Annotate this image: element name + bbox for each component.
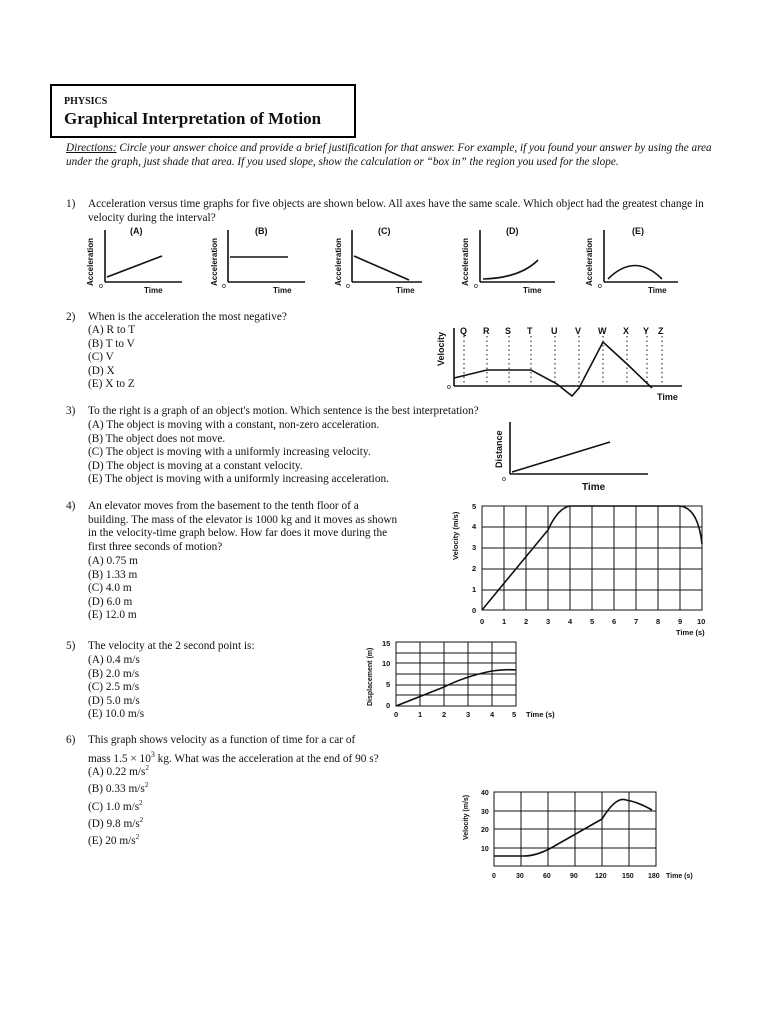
graph-c-ylabel: Acceleration <box>334 237 343 286</box>
q4-text-line-2: building. The mass of the elevator is 1000 kg and it moves as shown <box>88 513 398 526</box>
q4-option-e[interactable]: (E) 12.0 m <box>88 609 137 622</box>
point-q: Q <box>460 326 468 336</box>
q5-option-b[interactable]: (B) 2.0 m/s <box>88 667 140 680</box>
q4-option-a[interactable]: (A) 0.75 m <box>88 555 138 567</box>
directions-text: Circle your answer choice and provide a brief justification for that answer. For example, if you found your answer by using the area under the graph, just shade that area. If you used slope, show the calculation or “box in” the region you used for the slope. <box>66 142 712 168</box>
q6-xtick-150: 150 <box>622 873 634 880</box>
q4-text-line-1: An elevator moves from the basement to the tenth floor of a <box>88 500 359 512</box>
graph-b-ylabel: Acceleration <box>210 237 219 286</box>
point-r: R <box>483 326 490 336</box>
q4-text-line-3: in the velocity-time graph below. How far does it move during the <box>88 527 388 540</box>
graph-d-label: (D) <box>506 226 519 236</box>
q6-option-c-text: (C) 1.0 m/s <box>88 800 140 813</box>
q3-origin: o <box>502 476 506 483</box>
q4-option-d[interactable]: (D) 6.0 m <box>88 595 133 608</box>
graph-b-xlabel: Time <box>273 286 292 295</box>
q6-xlabel: Time (s) <box>666 873 693 880</box>
graph-b <box>210 226 305 295</box>
q5-ytick-2: 10 <box>382 659 391 668</box>
question-2-velocity-graph <box>432 322 692 406</box>
point-u: U <box>551 326 558 336</box>
question-2-text: When is the acceleration the most negative? <box>88 311 287 323</box>
question-5-displacement-graph <box>360 636 570 722</box>
q6-text-line-1: This graph shows velocity as a function of time for a car of <box>88 734 356 746</box>
question-2-number: 2) <box>66 311 76 323</box>
graph-e-label: (E) <box>632 226 644 236</box>
point-y: Y <box>643 326 650 336</box>
q5-xtick-4: 4 <box>490 710 495 719</box>
q4-xlabel: Time (s) <box>676 628 705 637</box>
q4-ytick-0: 0 <box>472 606 477 615</box>
graph-d <box>461 226 555 295</box>
graph-c-origin: o <box>346 283 350 290</box>
q5-ytick-1: 5 <box>386 680 391 689</box>
q6-option-e-text: (E) 20 m/s <box>88 835 136 848</box>
q4-option-c[interactable]: (C) 4.0 m <box>88 582 132 595</box>
q5-option-a[interactable]: (A) 0.4 m/s <box>88 654 140 666</box>
question-5-text: The velocity at the 2 second point is: <box>88 640 255 652</box>
q6-option-e[interactable] <box>88 831 149 848</box>
q4-xtick-9: 9 <box>678 617 683 626</box>
q6-ylabel: Velocity (m/s) <box>463 794 470 840</box>
q3-option-a[interactable]: (A) The object is moving with a constant, non-zero acceleration. <box>88 419 380 431</box>
graph-c-xlabel: Time <box>396 286 415 295</box>
q5-ytick-3: 15 <box>382 639 391 648</box>
point-s: S <box>505 326 512 336</box>
q4-option-b[interactable]: (B) 1.33 m <box>88 568 138 581</box>
q6-option-e-sup: 2 <box>135 833 140 842</box>
q2-origin: o <box>447 384 451 391</box>
graph-a-ylabel: Acceleration <box>86 237 95 286</box>
directions-lead: Directions: <box>66 142 117 154</box>
q2-option-e[interactable]: (E) X to Z <box>88 378 135 391</box>
q6-option-c[interactable] <box>88 797 149 814</box>
q6-ytick-30: 30 <box>481 809 489 816</box>
q5-xtick-3: 3 <box>466 710 471 719</box>
question-4-text <box>88 500 448 554</box>
q6-option-a[interactable] <box>88 762 149 779</box>
q6-option-d-text: (D) 9.8 m/s <box>88 817 140 830</box>
q3-option-c[interactable]: (C) The object is moving with a uniformly increasing velocity. <box>88 446 371 459</box>
q5-ylabel: Displacement (m) <box>367 647 374 706</box>
question-6-velocity-graph <box>456 786 716 884</box>
graph-e-xlabel: Time <box>648 286 667 295</box>
q6-option-d-sup: 2 <box>139 816 144 825</box>
graph-d-origin: o <box>474 283 478 290</box>
point-z: Z <box>658 326 664 336</box>
graph-d-xlabel: Time <box>523 286 542 295</box>
q5-ytick-0: 0 <box>386 701 391 710</box>
graph-e <box>585 226 678 295</box>
q4-xtick-2: 2 <box>524 617 529 626</box>
q5-xtick-5: 5 <box>512 710 517 719</box>
q4-ytick-3: 3 <box>472 543 477 552</box>
q4-xtick-6: 6 <box>612 617 617 626</box>
graph-a-xlabel: Time <box>144 286 163 295</box>
q6-mass-value: mass 1.5 × 10 <box>88 752 151 765</box>
question-1-text: Acceleration versus time graphs for five objects are shown below. All axes have the same scale. Which object had the greatest change in velocity during the interval? <box>88 198 704 224</box>
q6-xtick-180: 180 <box>648 873 660 880</box>
q6-option-b-text: (B) 0.33 m/s <box>88 783 145 796</box>
q6-option-c-sup: 2 <box>139 798 143 807</box>
q4-text-line-4: first three seconds of motion? <box>88 540 223 553</box>
q4-xtick-7: 7 <box>634 617 639 626</box>
q4-xtick-10: 10 <box>697 617 706 626</box>
question-6-number: 6) <box>66 734 76 746</box>
q4-ytick-5: 5 <box>472 502 477 511</box>
graph-a <box>86 226 182 295</box>
title-box <box>50 84 356 138</box>
q3-option-d[interactable]: (D) The object is moving at a constant velocity. <box>88 459 303 472</box>
graph-e-ylabel: Acceleration <box>585 237 594 286</box>
point-w: W <box>598 326 607 336</box>
q3-option-e[interactable]: (E) The object is moving with a uniformly increasing acceleration. <box>88 473 389 486</box>
question-4-options <box>88 555 138 623</box>
q4-xtick-8: 8 <box>656 617 661 626</box>
q5-option-d[interactable]: (D) 5.0 m/s <box>88 694 140 707</box>
question-1-graphs <box>80 222 700 298</box>
graph-d-ylabel: Acceleration <box>461 237 470 286</box>
q6-option-b-sup: 2 <box>144 781 149 790</box>
q2-option-a[interactable]: (A) R to T <box>88 324 136 336</box>
q6-ytick-20: 20 <box>481 827 489 834</box>
q5-option-e[interactable]: (E) 10.0 m/s <box>88 708 145 721</box>
question-3-number: 3) <box>66 405 76 417</box>
graph-b-origin: o <box>222 283 226 290</box>
q6-option-b[interactable] <box>88 779 149 796</box>
q6-xtick-30: 30 <box>516 873 524 880</box>
q4-ylabel: Velocity (m/s) <box>451 511 460 560</box>
q2-option-c[interactable]: (C) V <box>88 351 114 364</box>
q5-xlabel: Time (s) <box>526 710 555 719</box>
question-3-distance-graph <box>488 418 658 494</box>
graph-e-origin: o <box>598 283 602 290</box>
point-x: X <box>623 326 630 336</box>
q6-mass-exponent: 3 <box>150 749 155 759</box>
q4-xtick-5: 5 <box>590 617 595 626</box>
q3-option-b[interactable]: (B) The object does not move. <box>88 432 226 445</box>
point-t: T <box>527 326 533 336</box>
q6-ytick-10: 10 <box>481 846 489 853</box>
question-6-options <box>88 762 149 849</box>
q6-option-d[interactable] <box>88 814 149 831</box>
q6-ytick-40: 40 <box>481 790 489 797</box>
point-v: V <box>575 326 582 336</box>
question-4-velocity-graph <box>446 500 716 642</box>
graph-b-label: (B) <box>255 226 268 236</box>
q6-xtick-90: 90 <box>570 873 578 880</box>
question-5-number: 5) <box>66 640 76 652</box>
q5-xtick-2: 2 <box>442 710 447 719</box>
q3-ylabel: Distance <box>494 430 504 468</box>
q6-xtick-120: 120 <box>595 873 607 880</box>
q2-option-d[interactable]: (D) X <box>88 364 115 377</box>
q6-option-a-text: (A) 0.22 m/s <box>88 765 146 778</box>
q3-xlabel: Time <box>582 482 606 493</box>
question-3-options <box>88 419 389 487</box>
q5-option-c[interactable]: (C) 2.5 m/s <box>88 681 140 694</box>
q2-ylabel: Velocity <box>436 331 446 366</box>
q2-xlabel: Time <box>657 392 678 402</box>
q6-xtick-0: 0 <box>492 873 496 880</box>
graph-a-label: (A) <box>130 226 143 236</box>
graph-a-origin: o <box>99 283 103 290</box>
q5-xtick-0: 0 <box>394 710 399 719</box>
q5-xtick-1: 1 <box>418 710 423 719</box>
question-2-options <box>88 324 135 392</box>
q4-ytick-4: 4 <box>472 522 477 531</box>
q2-option-b[interactable]: (B) T to V <box>88 337 135 350</box>
question-3-text: To the right is a graph of an object's motion. Which sentence is the best interpretation? <box>88 405 479 417</box>
q6-xtick-60: 60 <box>543 873 551 880</box>
graph-c <box>334 226 422 295</box>
q4-xtick-4: 4 <box>568 617 573 626</box>
q4-ytick-2: 2 <box>472 564 477 573</box>
question-1-number: 1) <box>66 198 76 210</box>
q4-xtick-3: 3 <box>546 617 551 626</box>
q4-xtick-1: 1 <box>502 617 507 626</box>
q4-ytick-1: 1 <box>472 585 477 594</box>
subject-label: PHYSICS <box>64 96 108 107</box>
graph-c-label: (C) <box>378 226 391 236</box>
q6-option-a-sup: 2 <box>145 764 149 772</box>
question-4-number: 4) <box>66 500 76 512</box>
question-5-options <box>88 654 144 722</box>
page-title: Graphical Interpretation of Motion <box>64 109 322 128</box>
q6-text-rest: kg. What was the acceleration at the end of 90 s? <box>154 752 379 765</box>
q4-xtick-0: 0 <box>480 617 485 626</box>
directions <box>66 142 726 169</box>
